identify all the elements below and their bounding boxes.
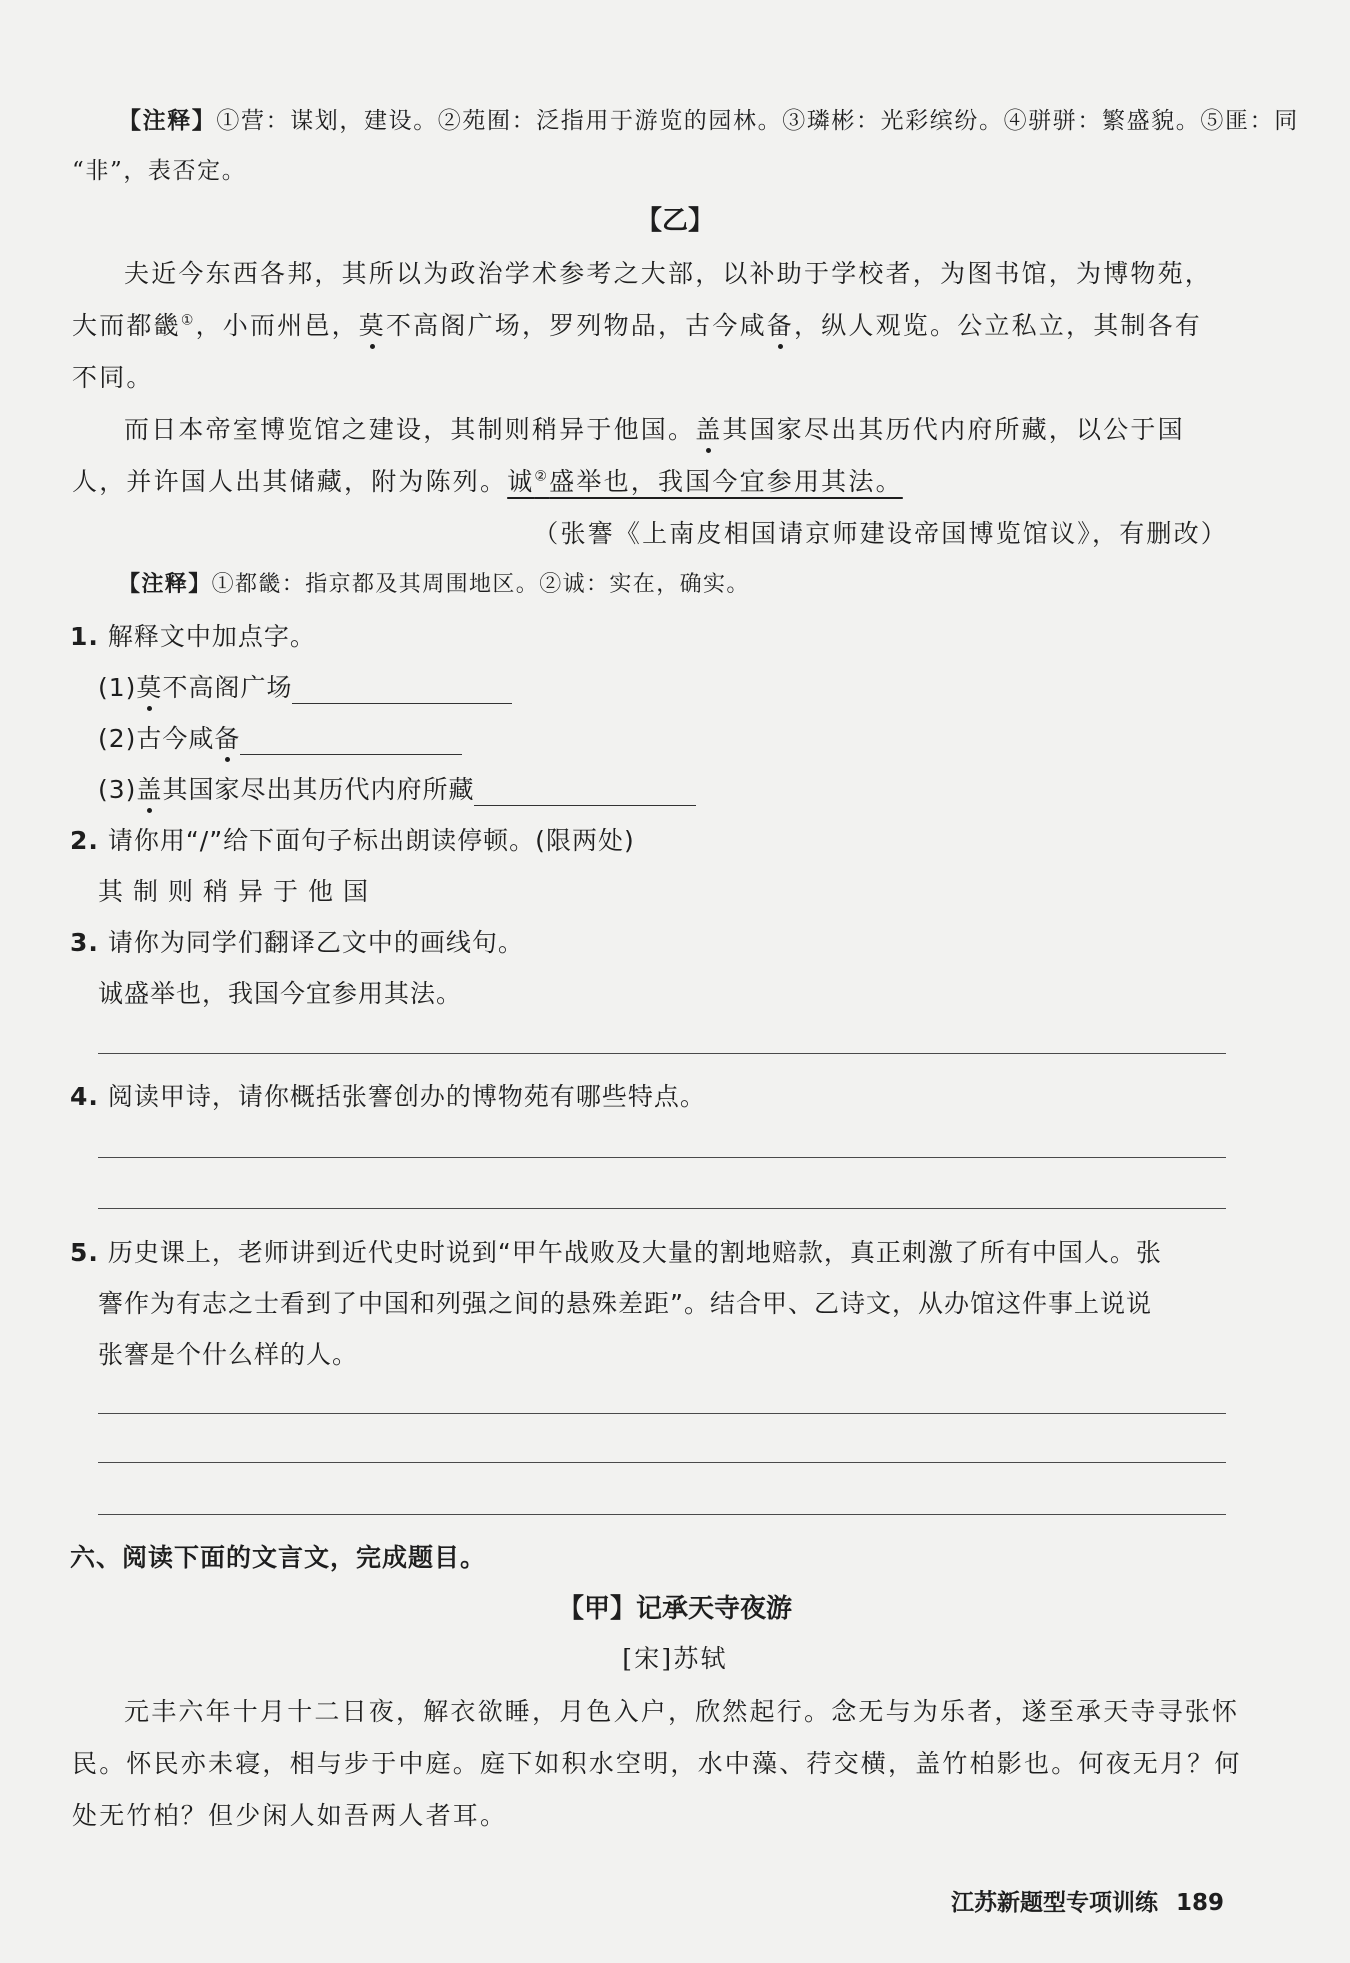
answer-line[interactable] bbox=[98, 1053, 1226, 1054]
dotted-char-gai: 盖 bbox=[136, 775, 163, 804]
text-span: 不高阁广场 bbox=[162, 673, 293, 702]
question-text: 请你为同学们翻译乙文中的画线句。 bbox=[107, 928, 524, 957]
question-text: 历史课上，老师讲到近代史时说到“甲午战败及大量的割地赔款，真正刺激了所有中国人。张 bbox=[107, 1238, 1162, 1267]
note-1-line-1 bbox=[118, 102, 1299, 135]
section-6-line-2: 民。怀民亦未寝，相与步于中庭。庭下如积水空明，水中藻、荇交横，盖竹柏影也。何夜无月？何 bbox=[72, 1749, 1242, 1778]
note-label: 【注释】 bbox=[118, 108, 217, 134]
question-3-sentence: 诚盛举也，我国今宜参用其法。 bbox=[98, 979, 463, 1008]
yi-p1-line-1: 夫近今东西各邦，其所以为政治学术参考之大部，以补助于学校者，为图书馆，为博物苑， bbox=[124, 259, 1213, 288]
question-4 bbox=[70, 1077, 706, 1113]
text-span: 其国家尽出其历代内府所藏，以公于国 bbox=[722, 415, 1185, 444]
footer bbox=[951, 1884, 1224, 1917]
text-span: 盛举也，我国今宜参用其法。 bbox=[549, 467, 903, 496]
question-5-line-2: 謇作为有志之士看到了中国和列强之间的悬殊差距”。结合甲、乙诗文，从办馆这件事上说说 bbox=[98, 1289, 1152, 1318]
text-span: 大而都畿 bbox=[72, 311, 181, 340]
yi-p2-line-1 bbox=[124, 410, 1185, 446]
answer-line[interactable] bbox=[98, 1514, 1226, 1515]
question-1-3 bbox=[98, 770, 696, 806]
answer-line[interactable] bbox=[98, 1157, 1226, 1158]
dotted-char-mo: 莫 bbox=[358, 311, 386, 340]
footnote-mark: ② bbox=[534, 468, 550, 485]
text-span: (3) bbox=[98, 775, 137, 804]
answer-line[interactable] bbox=[98, 1413, 1226, 1414]
dotted-char-bei: 备 bbox=[214, 724, 241, 753]
footnote-mark: ① bbox=[180, 312, 196, 329]
page-number: 189 bbox=[1175, 1890, 1224, 1916]
question-number: 4. bbox=[70, 1082, 99, 1111]
answer-line[interactable] bbox=[98, 1208, 1226, 1209]
question-1 bbox=[70, 617, 316, 653]
note-1-line-2: “非”，表否定。 bbox=[72, 158, 247, 184]
question-text: 阅读甲诗，请你概括张謇创办的博物苑有哪些特点。 bbox=[107, 1082, 706, 1111]
note-label: 【注释】 bbox=[118, 572, 212, 597]
note-2 bbox=[118, 567, 750, 598]
question-5-line-1 bbox=[70, 1233, 1162, 1269]
question-3 bbox=[70, 923, 524, 959]
text-span: 不高阁广场，罗列物品，古今咸 bbox=[385, 311, 767, 340]
book-title: 江苏新题型专项训练 bbox=[950, 1890, 1158, 1916]
text-span: ，纵人观览。公立私立，其制各有 bbox=[794, 311, 1203, 340]
answer-blank[interactable] bbox=[292, 679, 512, 704]
section-6-line-3: 处无竹柏？但少闲人如吾两人者耳。 bbox=[72, 1801, 508, 1830]
yi-p1-line-2 bbox=[72, 306, 1202, 342]
question-number: 2. bbox=[70, 826, 99, 855]
text-span: ，小而州邑， bbox=[195, 311, 359, 340]
question-1-2 bbox=[98, 719, 462, 755]
question-number: 1. bbox=[70, 622, 99, 651]
section-6-title: 【甲】记承天寺夜游 bbox=[557, 1594, 792, 1624]
yi-p2-line-2 bbox=[72, 462, 903, 498]
dotted-char-bei: 备 bbox=[766, 311, 794, 340]
text-span: (2)古今咸 bbox=[98, 724, 215, 753]
yi-source: （张謇《上南皮相国请京师建设帝国博览馆议》，有删改） bbox=[533, 519, 1228, 548]
section-6-heading: 六、阅读下面的文言文，完成题目。 bbox=[70, 1543, 487, 1572]
text-span: 诚 bbox=[507, 467, 535, 496]
section-6-author: [宋]苏轼 bbox=[622, 1644, 728, 1673]
section-6-line-1: 元丰六年十月十二日夜，解衣欲睡，月色入户，欣然起行。念无与为乐者，遂至承天寺寻张怀 bbox=[124, 1697, 1240, 1726]
text-span: 而日本帝室博览馆之建设，其制则稍异于他国。 bbox=[124, 415, 696, 444]
note-text: ①营：谋划，建设。②苑囿：泛指用于游览的园林。③璘彬：光彩缤纷。④骈骈：繁盛貌。⑤匪：同 bbox=[216, 108, 1299, 134]
note-text: ①都畿：指京都及其周围地区。②诚：实在，确实。 bbox=[211, 572, 750, 597]
answer-line[interactable] bbox=[98, 1462, 1226, 1463]
question-number: 3. bbox=[70, 928, 99, 957]
question-1-1 bbox=[98, 668, 512, 704]
text-span: (1) bbox=[98, 673, 137, 702]
question-2 bbox=[70, 821, 635, 857]
dotted-char-mo: 莫 bbox=[136, 673, 163, 702]
question-5-line-3: 张謇是个什么样的人。 bbox=[98, 1340, 359, 1369]
text-span: 人，并许国人出其储藏，附为陈列。 bbox=[72, 467, 508, 496]
dotted-char-gai: 盖 bbox=[695, 415, 723, 444]
question-text: 解释文中加点字。 bbox=[107, 622, 316, 651]
underlined-sentence bbox=[507, 467, 903, 496]
question-number: 5. bbox=[70, 1238, 99, 1267]
answer-blank[interactable] bbox=[474, 781, 696, 806]
question-text: 请你用“/”给下面句子标出朗读停顿。(限两处) bbox=[107, 826, 635, 855]
question-2-sentence[interactable]: 其制则稍异于他国 bbox=[98, 877, 379, 906]
answer-blank[interactable] bbox=[240, 730, 462, 755]
text-span: 其国家尽出其历代内府所藏 bbox=[162, 775, 475, 804]
yi-p1-line-3: 不同。 bbox=[72, 363, 154, 392]
yi-heading: 【乙】 bbox=[635, 206, 714, 236]
